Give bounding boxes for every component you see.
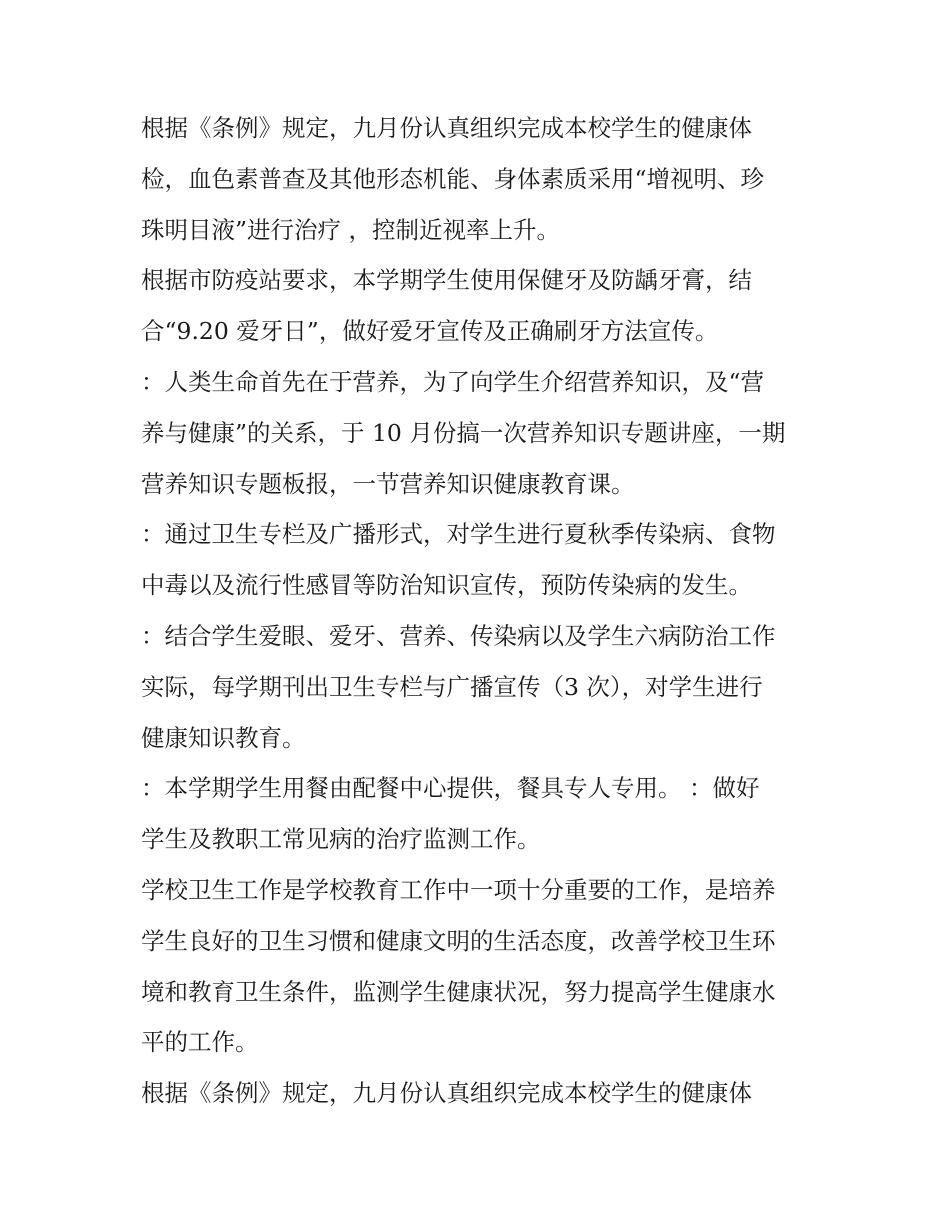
text-line: 营养知识专题板报，一节营养知识健康教育课。: [141, 469, 635, 498]
text-line: ：人类生命首先在于营养，为了向学生介绍营养知识，及“营: [141, 367, 765, 396]
paragraph-regulation-repeat: [141, 1068, 821, 1119]
text-line: 学生良好的卫生习惯和健康文明的生活态度，改善学校卫生环: [141, 926, 776, 955]
text-line: 珠明目液”进行治疗 ，控制近视率上升。: [141, 215, 560, 244]
text-line: 养与健康”的关系，于 10 月份搞一次营养知识专题讲座，一期: [141, 418, 786, 447]
paragraph-health-checkup: [141, 103, 821, 255]
paragraph-dental-care: [141, 255, 821, 357]
text-line: 学校卫生工作是学校教育工作中一项十分重要的工作，是培养: [141, 875, 776, 904]
text-line: 检，血色素普查及其他形态机能、身体素质采用“增视明、珍: [141, 164, 765, 193]
text-line: 中毒以及流行性感冒等防治知识宣传，预防传染病的发生。: [141, 571, 752, 600]
document-body: [141, 103, 821, 1119]
paragraph-disease-prevention: [141, 509, 821, 611]
text-line: ：结合学生爱眼、爱牙、营养、传染病以及学生六病防治工作: [141, 621, 776, 650]
paragraph-health-education: [141, 611, 821, 763]
text-line: 学生及教职工常见病的治疗监测工作。: [141, 825, 541, 854]
text-line: 平的工作。: [141, 1028, 259, 1057]
text-line: ：本学期学生用餐由配餐中心提供，餐具专人专用。 ：做好: [141, 774, 760, 803]
paragraph-meals: [141, 763, 821, 865]
text-line: 合“9.20 爱牙日”，做好爱牙宣传及正确刷牙方法宣传。: [141, 317, 719, 346]
text-line: 健康知识教育。: [141, 723, 306, 752]
text-line: 境和教育卫生条件，监测学生健康状况，努力提高学生健康水: [141, 977, 776, 1006]
text-line: 根据《条例》规定，九月份认真组织完成本校学生的健康体: [141, 114, 752, 142]
text-line: 根据《条例》规定，九月份认真组织完成本校学生的健康体: [141, 1079, 752, 1108]
text-line: 根据市防疫站要求，本学期学生使用保健牙及防龋牙膏，结: [141, 266, 752, 295]
paragraph-nutrition: [141, 357, 821, 509]
text-line: 实际，每学期刊出卫生专栏与广播宣传（3 次），对学生进行: [141, 672, 763, 701]
text-line: ：通过卫生专栏及广播形式，对学生进行夏秋季传染病、食物: [141, 520, 776, 549]
paragraph-school-hygiene: [141, 865, 821, 1068]
